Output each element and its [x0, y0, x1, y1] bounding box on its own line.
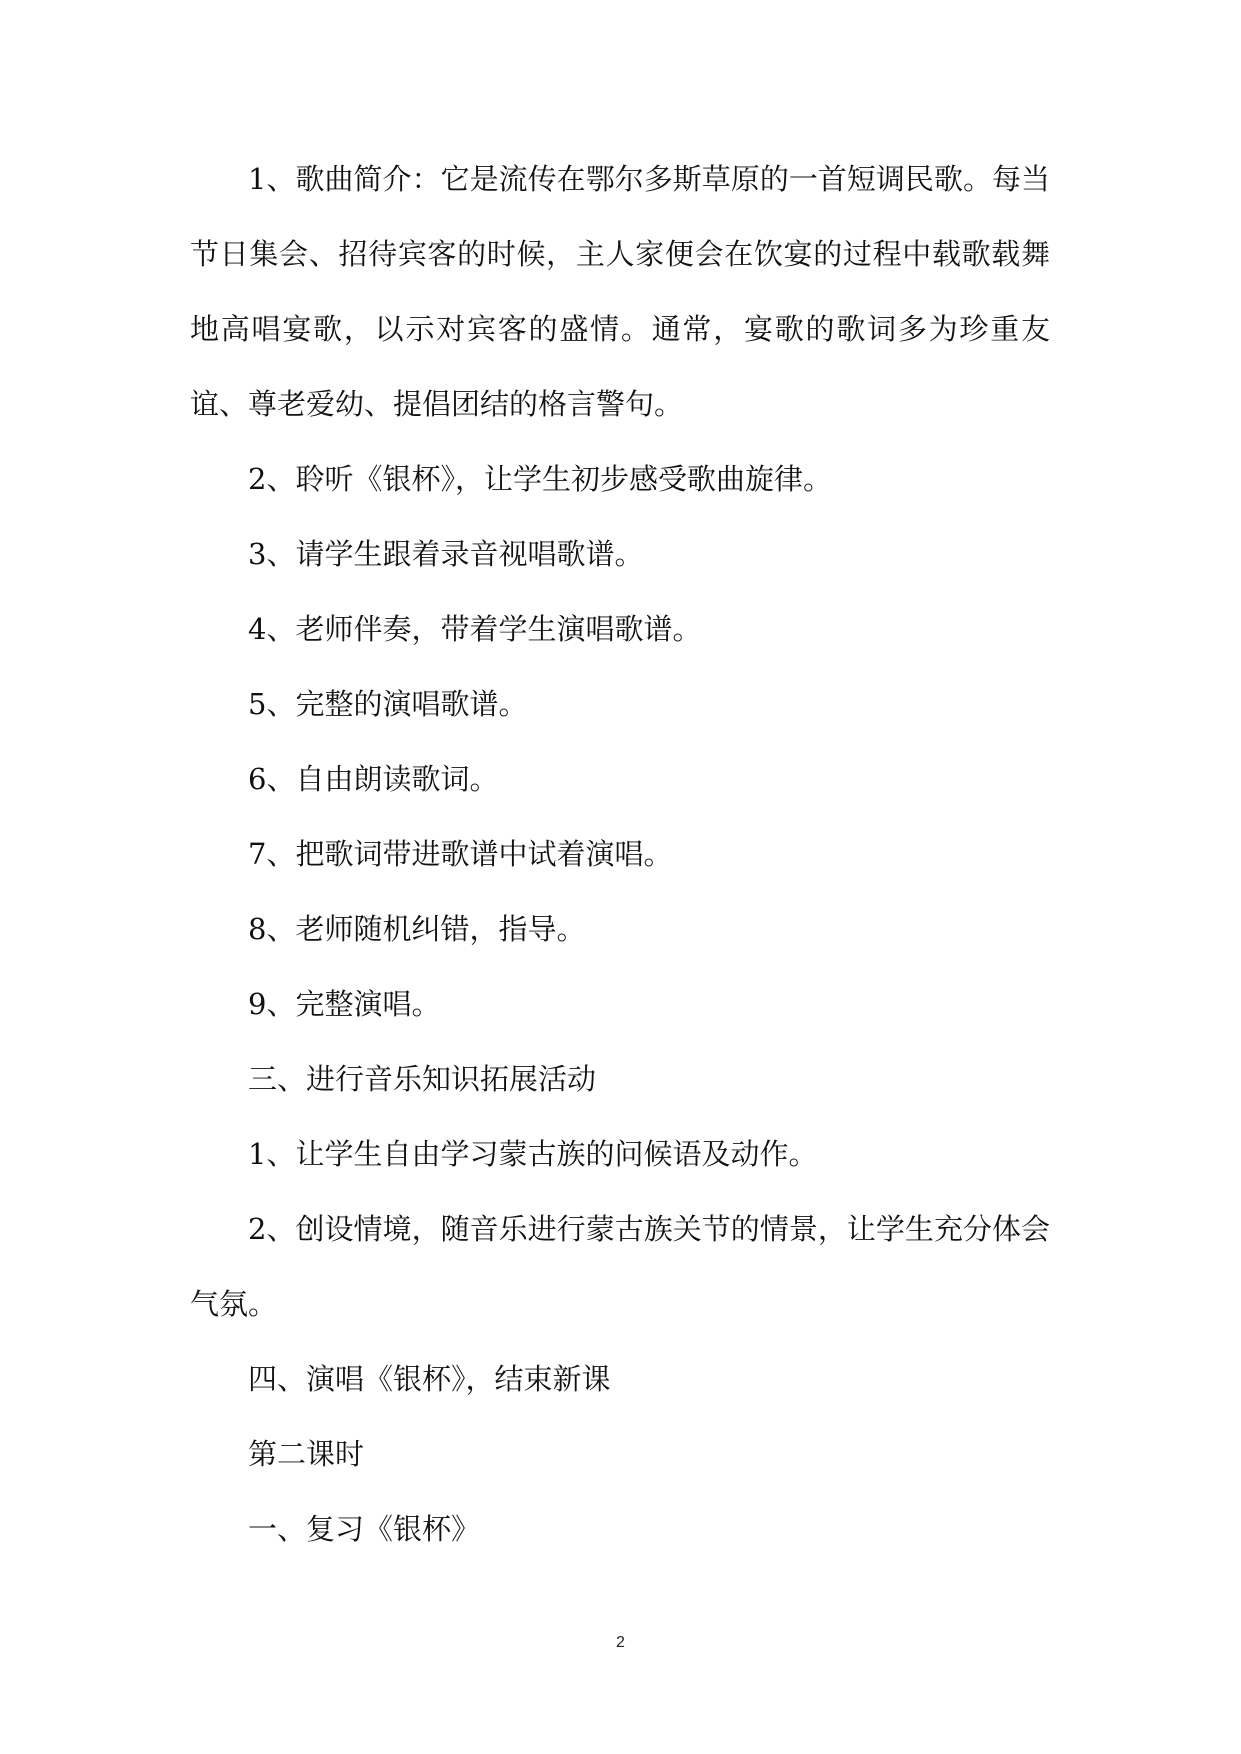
paragraph-step-3: 3、请学生跟着录音视唱歌谱。 — [248, 537, 644, 571]
paragraph-step-7: 7、把歌词带进歌谱中试着演唱。 — [248, 837, 673, 871]
paragraph-step-2: 2、聆听《银杯》，让学生初步感受歌曲旋律。 — [248, 462, 832, 496]
section-heading-review: 一、复习《银杯》 — [248, 1512, 481, 1546]
paragraph-step-9: 9、完整演唱。 — [248, 987, 441, 1021]
paragraph-step-6: 6、自由朗读歌词。 — [248, 762, 499, 796]
document-body — [190, 142, 1050, 1567]
paragraph-step-8: 8、老师随机纠错，指导。 — [248, 912, 586, 946]
lesson-heading-second: 第二课时 — [248, 1437, 365, 1471]
paragraph-step-5: 5、完整的演唱歌谱。 — [248, 687, 528, 721]
paragraph-activity-2: 2、创设情境，随音乐进行蒙古族关节的情景，让学生充分体会气氛。 — [190, 1212, 1050, 1321]
page-number: 2 — [616, 1634, 625, 1651]
section-heading-3: 三、进行音乐知识拓展活动 — [248, 1062, 597, 1096]
paragraph-step-4: 4、老师伴奏，带着学生演唱歌谱。 — [248, 612, 702, 646]
paragraph-song-intro: 1、歌曲简介：它是流传在鄂尔多斯草原的一首短调民歌。每当节日集会、招待宾客的时候，主人家便会在饮宴的过程中载歌载舞地高唱宴歌，以示对宾客的盛情。通常，宴歌的歌词多为珍重友谊、尊老爱幼、提倡团结的格言警句。 — [190, 162, 1050, 421]
section-heading-4: 四、演唱《银杯》，结束新课 — [248, 1362, 611, 1396]
paragraph-activity-1: 1、让学生自由学习蒙古族的问候语及动作。 — [248, 1137, 818, 1171]
